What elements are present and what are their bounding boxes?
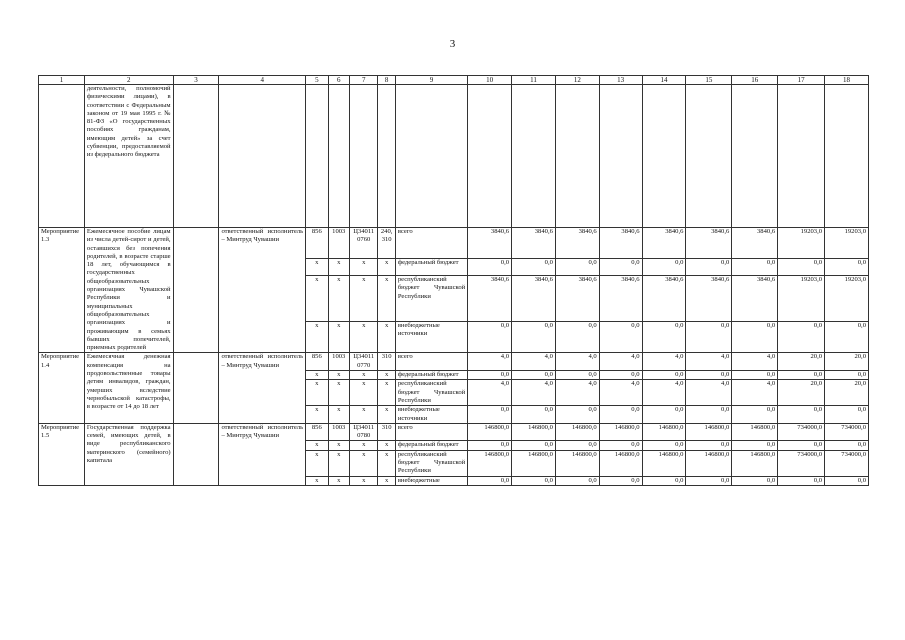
funding-value: 0,0 (555, 322, 599, 353)
code-grbs: x (306, 476, 328, 485)
funding-value: 0,0 (599, 476, 642, 485)
code-grbs: x (306, 406, 328, 424)
funding-value: 0,0 (686, 371, 732, 380)
code-section: 1003 (328, 228, 349, 259)
funding-value: 146800,0 (555, 423, 599, 441)
code-target-article: Ц34011 0760 (349, 228, 378, 259)
funding-value: 146800,0 (732, 423, 778, 441)
funding-value: 0,0 (825, 259, 869, 276)
column-number: 2 (84, 76, 173, 85)
funding-value: 0,0 (686, 441, 732, 450)
funding-value: 0,0 (732, 259, 778, 276)
code-expense-type: x (378, 441, 395, 450)
funding-value: 0,0 (512, 441, 556, 450)
funding-value: 4,0 (642, 353, 686, 371)
funding-value: 0,0 (825, 406, 869, 424)
funding-value: 734000,0 (778, 423, 825, 441)
funding-value: 3840,6 (512, 228, 556, 259)
empty-cell (173, 228, 219, 353)
funding-value: 19203,0 (778, 228, 825, 259)
code-grbs: 856 (306, 423, 328, 441)
funding-value: 0,0 (732, 406, 778, 424)
code-grbs: x (306, 380, 328, 406)
funding-value: 146800,0 (642, 423, 686, 441)
funding-value: 0,0 (599, 259, 642, 276)
funding-value: 0,0 (599, 441, 642, 450)
column-number: 16 (732, 76, 778, 85)
code-grbs: x (306, 371, 328, 380)
funding-value: 4,0 (732, 353, 778, 371)
funding-value: 0,0 (642, 406, 686, 424)
funding-value: 20,0 (778, 380, 825, 406)
funding-value: 0,0 (468, 476, 512, 485)
funding-value: 0,0 (642, 371, 686, 380)
funding-value: 19203,0 (825, 275, 869, 321)
code-target-article: x (349, 441, 378, 450)
funding-value: 4,0 (555, 380, 599, 406)
funding-value: 0,0 (778, 406, 825, 424)
code-section: x (328, 259, 349, 276)
column-number: 17 (778, 76, 825, 85)
code-section: x (328, 275, 349, 321)
page-number: 3 (449, 38, 456, 50)
code-expense-type: x (378, 371, 395, 380)
column-number: 1 (39, 76, 85, 85)
measure-row (39, 228, 869, 259)
code-target-article: Ц34011 0770 (349, 353, 378, 371)
measure-executor: ответственный исполнитель – Минтруд Чувашии (219, 423, 306, 485)
column-number: 11 (512, 76, 556, 85)
funding-source: республиканский бюджет Чувашской Республики (395, 380, 467, 406)
column-number: 6 (328, 76, 349, 85)
code-section: x (328, 380, 349, 406)
funding-source: внебюджетные (395, 476, 467, 485)
funding-value: 0,0 (686, 259, 732, 276)
measure-executor: ответственный исполнитель – Минтруд Чувашии (219, 353, 306, 423)
funding-value: 3840,6 (599, 228, 642, 259)
funding-value: 3840,6 (732, 275, 778, 321)
funding-value: 0,0 (778, 476, 825, 485)
funding-value: 0,0 (512, 476, 556, 485)
funding-value: 146800,0 (512, 450, 556, 476)
funding-value: 0,0 (825, 441, 869, 450)
measure-name: Мероприятие 1.4 (39, 353, 85, 423)
funding-value: 0,0 (599, 322, 642, 353)
funding-value: 146800,0 (555, 450, 599, 476)
column-number: 12 (555, 76, 599, 85)
code-expense-type: 310 (378, 423, 395, 441)
funding-value: 3840,6 (642, 275, 686, 321)
funding-source: всего (395, 228, 467, 259)
code-grbs: 856 (306, 228, 328, 259)
funding-source: республиканский бюджет Чувашской Республики (395, 450, 467, 476)
funding-value: 0,0 (555, 259, 599, 276)
funding-value: 0,0 (642, 441, 686, 450)
code-section: x (328, 441, 349, 450)
column-number-row (39, 76, 869, 85)
funding-value: 4,0 (512, 380, 556, 406)
funding-value: 0,0 (468, 322, 512, 353)
funding-value: 0,0 (599, 406, 642, 424)
funding-value: 0,0 (732, 476, 778, 485)
funding-value: 3840,6 (555, 228, 599, 259)
funding-source: федеральный бюджет (395, 259, 467, 276)
funding-value: 0,0 (686, 476, 732, 485)
measure-name: Мероприятие 1.5 (39, 423, 85, 485)
funding-value: 0,0 (732, 441, 778, 450)
funding-value: 4,0 (599, 380, 642, 406)
column-number: 15 (686, 76, 732, 85)
funding-value: 0,0 (778, 441, 825, 450)
funding-value: 4,0 (599, 353, 642, 371)
funding-value: 146800,0 (642, 450, 686, 476)
code-section: x (328, 406, 349, 424)
code-section: 1003 (328, 353, 349, 371)
column-number: 13 (599, 76, 642, 85)
funding-value: 3840,6 (642, 228, 686, 259)
funding-value: 0,0 (512, 322, 556, 353)
code-expense-type: x (378, 380, 395, 406)
funding-source: федеральный бюджет (395, 371, 467, 380)
code-target-article: x (349, 371, 378, 380)
funding-value: 4,0 (512, 353, 556, 371)
funding-value: 0,0 (732, 371, 778, 380)
funding-value: 0,0 (642, 259, 686, 276)
code-section: x (328, 322, 349, 353)
funding-source: внебюджетные источники (395, 322, 467, 353)
code-target-article: x (349, 476, 378, 485)
funding-value: 0,0 (555, 476, 599, 485)
funding-value: 19203,0 (825, 228, 869, 259)
funding-value: 0,0 (825, 476, 869, 485)
column-number: 18 (825, 76, 869, 85)
funding-value: 0,0 (555, 371, 599, 380)
code-expense-type: x (378, 259, 395, 276)
code-target-article: x (349, 259, 378, 276)
funding-value: 20,0 (825, 353, 869, 371)
funding-value: 0,0 (468, 259, 512, 276)
funding-value: 146800,0 (732, 450, 778, 476)
funding-value: 0,0 (468, 441, 512, 450)
code-expense-type: x (378, 275, 395, 321)
funding-value: 0,0 (512, 259, 556, 276)
funding-value: 0,0 (825, 322, 869, 353)
funding-value: 3840,6 (468, 228, 512, 259)
funding-value: 3840,6 (555, 275, 599, 321)
funding-value: 0,0 (778, 322, 825, 353)
code-target-article: x (349, 380, 378, 406)
funding-value: 4,0 (686, 353, 732, 371)
funding-value: 146800,0 (512, 423, 556, 441)
code-section: x (328, 476, 349, 485)
code-section: 1003 (328, 423, 349, 441)
funding-value: 0,0 (468, 371, 512, 380)
column-number: 5 (306, 76, 328, 85)
code-grbs: x (306, 441, 328, 450)
funding-value: 0,0 (555, 406, 599, 424)
funding-value: 3840,6 (732, 228, 778, 259)
empty-cell (173, 423, 219, 485)
code-expense-type: 240, 310 (378, 228, 395, 259)
code-target-article: Ц34011 0780 (349, 423, 378, 441)
funding-value: 146800,0 (468, 450, 512, 476)
code-section: x (328, 371, 349, 380)
column-number: 14 (642, 76, 686, 85)
funding-source: внебюджетные источники (395, 406, 467, 424)
funding-value: 0,0 (468, 406, 512, 424)
funding-value: 3840,6 (686, 228, 732, 259)
funding-value: 3840,6 (512, 275, 556, 321)
code-grbs: 856 (306, 353, 328, 371)
code-expense-type: x (378, 406, 395, 424)
funding-value: 3840,6 (686, 275, 732, 321)
budget-table (38, 75, 869, 486)
funding-value: 19203,0 (778, 275, 825, 321)
funding-value: 0,0 (778, 371, 825, 380)
funding-value: 3840,6 (468, 275, 512, 321)
funding-source: всего (395, 353, 467, 371)
continuation-text: деятельности, полномочий физическими лицами), в соответствии с Федеральным законом от 19 мая 1995 г. № 81-ФЗ «О государственных пособиях гражданам, имеющим детей» за счет субвенции, предоставляемой из федерального бюджета (84, 85, 173, 228)
funding-value: 0,0 (599, 371, 642, 380)
measure-executor: ответственный исполнитель – Минтруд Чувашии (219, 228, 306, 353)
code-section: x (328, 450, 349, 476)
funding-source: республиканский бюджет Чувашской Республики (395, 275, 467, 321)
code-expense-type: x (378, 450, 395, 476)
measure-name: Мероприятие 1.3 (39, 228, 85, 353)
funding-value: 4,0 (642, 380, 686, 406)
code-expense-type: x (378, 476, 395, 485)
funding-value: 0,0 (512, 371, 556, 380)
measure-description: Государственная поддержка семей, имеющих детей, в виде республиканского материнского (семейного) капитала (84, 423, 173, 485)
funding-value: 734000,0 (825, 450, 869, 476)
funding-value: 4,0 (468, 380, 512, 406)
funding-value: 0,0 (778, 259, 825, 276)
measure-description: Ежемесячная денежная компенсация на продовольственные товары детям инвалидов, граждан, умерших вследствие чернобыльской катастрофы, в возрасте от 14 до 18 лет (84, 353, 173, 423)
code-target-article: x (349, 406, 378, 424)
code-expense-type: 310 (378, 353, 395, 371)
column-number: 3 (173, 76, 219, 85)
measure-description: Ежемесячное пособие лицам из числа детей-сирот и детей, оставшихся без попечения родителей, в возрасте старше 18 лет, обучающимся в государственных общеобразовательных организациях Чувашской Республики и муниципальных общеобразовательных организациях и проживающим в семьях бывших попечителей, приемных родителей (84, 228, 173, 353)
funding-value: 0,0 (732, 322, 778, 353)
empty-cell (173, 353, 219, 423)
code-grbs: x (306, 450, 328, 476)
funding-value: 0,0 (555, 441, 599, 450)
code-target-article: x (349, 450, 378, 476)
column-number: 9 (395, 76, 467, 85)
continuation-row (39, 85, 869, 228)
column-number: 8 (378, 76, 395, 85)
column-number: 4 (219, 76, 306, 85)
funding-source: всего (395, 423, 467, 441)
funding-value: 0,0 (512, 406, 556, 424)
code-target-article: x (349, 322, 378, 353)
funding-value: 734000,0 (825, 423, 869, 441)
funding-value: 4,0 (732, 380, 778, 406)
funding-value: 0,0 (825, 371, 869, 380)
funding-value: 3840,6 (599, 275, 642, 321)
code-expense-type: x (378, 322, 395, 353)
funding-value: 146800,0 (599, 423, 642, 441)
funding-value: 146800,0 (599, 450, 642, 476)
funding-value: 4,0 (686, 380, 732, 406)
funding-value: 0,0 (642, 322, 686, 353)
funding-value: 146800,0 (468, 423, 512, 441)
funding-value: 0,0 (686, 322, 732, 353)
funding-source: федеральный бюджет (395, 441, 467, 450)
measure-row (39, 353, 869, 371)
funding-value: 4,0 (555, 353, 599, 371)
code-grbs: x (306, 275, 328, 321)
funding-value: 146800,0 (686, 450, 732, 476)
code-grbs: x (306, 259, 328, 276)
funding-value: 0,0 (686, 406, 732, 424)
column-number: 10 (468, 76, 512, 85)
funding-value: 734000,0 (778, 450, 825, 476)
measure-row (39, 423, 869, 441)
code-grbs: x (306, 322, 328, 353)
funding-value: 4,0 (468, 353, 512, 371)
code-target-article: x (349, 275, 378, 321)
funding-value: 146800,0 (686, 423, 732, 441)
funding-value: 20,0 (825, 380, 869, 406)
column-number: 7 (349, 76, 378, 85)
funding-value: 0,0 (642, 476, 686, 485)
funding-value: 20,0 (778, 353, 825, 371)
